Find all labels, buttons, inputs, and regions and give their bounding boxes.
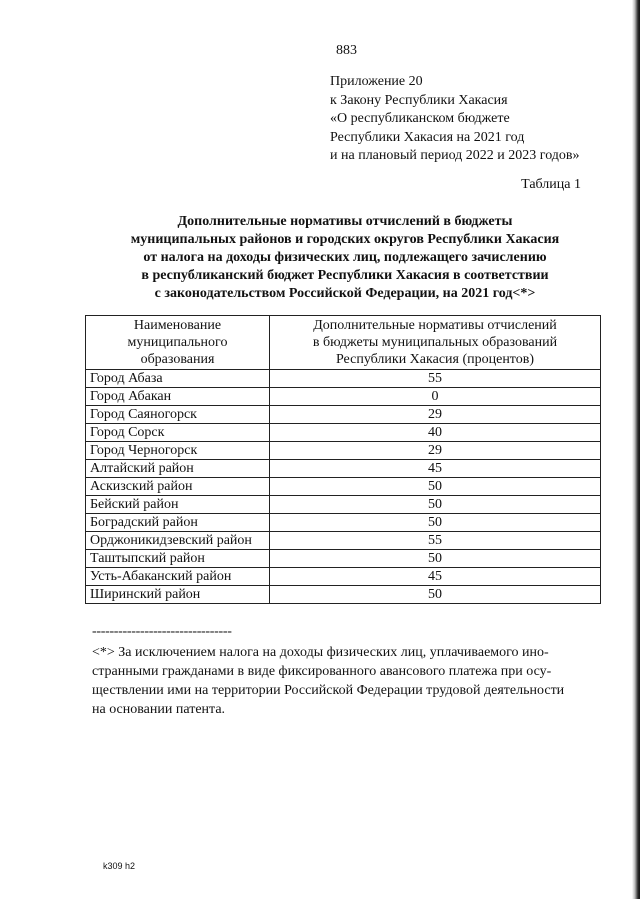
table-row [86,424,601,442]
table-row [86,406,601,424]
municipality-name: Аскизский район [86,478,270,496]
municipality-name: Таштыпский район [86,550,270,568]
title-line: от налога на доходы физических лиц, подлежащего зачислению [143,250,547,265]
header-municipality [86,316,270,370]
norm-value: 45 [270,460,601,478]
appendix-block [330,73,580,166]
municipality-name: Город Абаза [86,370,270,388]
norm-value: 50 [270,496,601,514]
footnote-line: <*> За исключением налога на доходы физических лиц, уплачиваемого ино- [92,645,549,660]
footnote-line: на основании патента. [92,702,226,717]
footnote-line: странными гражданами в виде фиксированного авансового платежа при осу- [92,664,552,679]
table-row [86,568,601,586]
norm-value: 50 [270,586,601,604]
header-line: в бюджеты муниципальных образований [312,335,558,350]
norm-value: 50 [270,514,601,532]
table-row [86,442,601,460]
table-label: Таблица 1 [521,177,581,192]
footnote-line: ществлении ими на территории Российской Федерации трудовой деятельности [92,683,565,698]
header-line: образования [140,352,215,367]
table-row [86,388,601,406]
norm-value: 45 [270,568,601,586]
table-row [86,550,601,568]
appendix-line: «О республиканском бюджете [330,111,510,126]
title-line: Дополнительные нормативы отчислений в бюджеты [177,214,513,229]
municipality-name: Город Саяногорск [86,406,270,424]
table-row [86,514,601,532]
municipality-name: Алтайский район [86,460,270,478]
document-title [90,213,600,303]
table-header-row [86,316,601,370]
table-row [86,586,601,604]
appendix-line: к Закону Республики Хакасия [330,92,508,108]
norm-value: 29 [270,442,601,460]
header-line: Республики Хакасия (процентов) [335,352,535,367]
document-code: k309 h2 [103,861,136,871]
header-line: муниципального [127,335,228,350]
table-row [86,460,601,478]
appendix-line: Республики Хакасия на 2021 год [330,129,525,145]
municipality-name: Боградский район [86,514,270,532]
municipality-name: Ширинский район [86,586,270,604]
municipality-name: Орджоникидзевский район [86,532,270,550]
norm-value: 29 [270,406,601,424]
norm-value: 50 [270,550,601,568]
header-norm-percent [270,316,601,370]
municipality-name: Усть-Абаканский район [86,568,270,586]
footnote [92,643,602,719]
title-line: муниципальных районов и городских округов Республики Хакасия [130,232,560,247]
norm-value: 40 [270,424,601,442]
norms-table [85,315,601,604]
scan-edge [632,0,640,899]
norm-value: 55 [270,532,601,550]
municipality-name: Город Черногорск [86,442,270,460]
title-line: в республиканский бюджет Республики Хакасия в соответствии [141,268,549,283]
table-row [86,370,601,388]
appendix-line: Приложение 20 [330,74,423,89]
appendix-line: и на плановый период 2022 и 2023 годов» [330,148,580,163]
norm-value: 0 [270,388,601,406]
municipality-name: Город Абакан [86,388,270,406]
norm-value: 55 [270,370,601,388]
norm-value: 50 [270,478,601,496]
municipality-name: Город Сорск [86,424,270,442]
page-number: 883 [336,43,357,58]
footnote-separator: -------------------------------- [92,624,232,639]
municipality-name: Бейский район [86,496,270,514]
title-line: с законодательством Российской Федерации, на 2021 год<*> [154,286,536,301]
table-row [86,478,601,496]
header-line: Наименование [133,318,222,333]
header-line: Дополнительные нормативы отчислений [313,318,557,333]
table-row [86,496,601,514]
table-row [86,532,601,550]
